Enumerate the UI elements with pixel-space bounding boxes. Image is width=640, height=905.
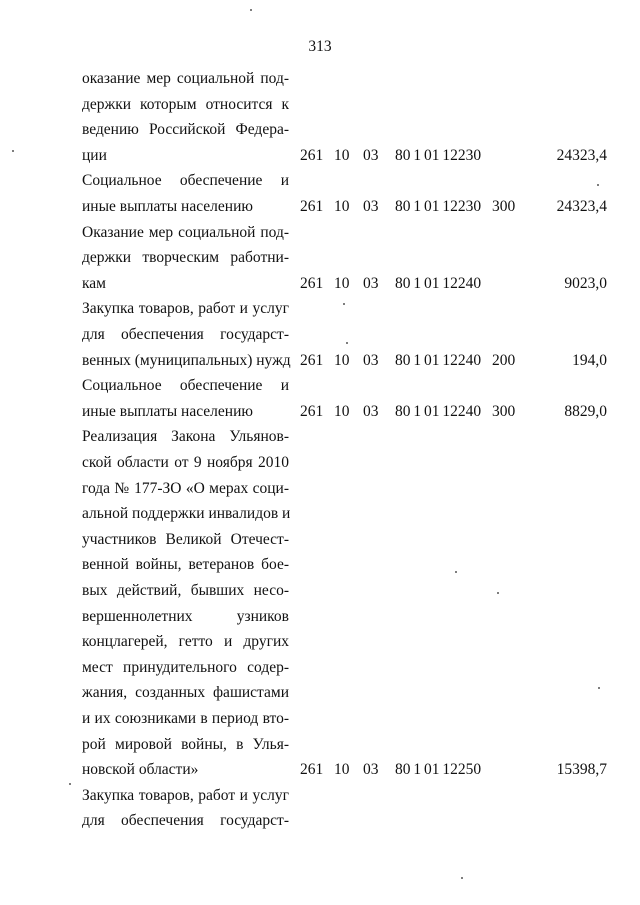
row-description: держки которым относится к [82, 95, 289, 113]
subsection-code: 03 [363, 274, 379, 292]
expense-type-code: 200 [492, 351, 516, 369]
row-description: Закупка товаров, работ и услуг [82, 300, 289, 318]
department-code: 261 [300, 198, 324, 215]
section-code: 10 [334, 274, 350, 292]
subsection-code: 03 [363, 198, 379, 215]
row-description: Социальное обеспечение и [82, 172, 289, 190]
table-row [0, 504, 640, 524]
table-row [0, 325, 640, 345]
row-description: концлагерей, гетто и других [82, 633, 289, 651]
table-row [0, 683, 640, 703]
table-row [0, 120, 640, 140]
section-code: 10 [334, 761, 350, 779]
table-row [0, 223, 640, 243]
row-description: Реализация Закона Ульянов- [82, 428, 289, 446]
target-article-code: 80 1 01 12250 [395, 761, 482, 779]
section-code: 10 [334, 146, 350, 164]
row-description: Социальное обеспечение и [82, 377, 289, 395]
row-description: держки творческим работни- [82, 249, 289, 267]
department-code: 261 [300, 402, 324, 420]
row-description: иные выплаты населению [82, 198, 253, 215]
amount-value: 8829,0 [564, 402, 607, 420]
table-row [0, 171, 640, 191]
table-row [0, 427, 640, 447]
expense-type-code: 300 [492, 402, 516, 420]
scan-speck [250, 9, 252, 11]
table-row [0, 479, 640, 499]
amount-value: 24323,4 [556, 146, 607, 164]
table-row [0, 530, 640, 550]
target-article-code: 80 1 01 12230 [395, 198, 482, 215]
scan-speck [461, 877, 463, 879]
scan-speck [69, 783, 71, 785]
scan-speck [497, 592, 499, 594]
scan-speck [12, 150, 14, 152]
table-row [0, 581, 640, 601]
table-row [0, 632, 640, 652]
row-description: оказание мер социальной под- [82, 70, 289, 87]
amount-value: 194,0 [572, 351, 607, 369]
row-description: ведению Российской Федера- [82, 121, 289, 139]
expense-type-code: 300 [492, 198, 516, 215]
target-article-code: 80 1 01 12230 [395, 146, 482, 164]
section-code: 10 [334, 402, 350, 420]
row-description: Закупка товаров, работ и услуг [82, 786, 289, 804]
table-row [0, 555, 640, 575]
row-description: и их союзниками в период вто- [82, 710, 289, 727]
table-row [0, 607, 640, 627]
table-row [0, 811, 640, 831]
department-code: 261 [300, 274, 324, 292]
page-number: 313 [308, 38, 332, 55]
table-row [0, 786, 640, 806]
row-description: альной поддержки инвалидов и [82, 505, 291, 523]
row-description: рой мировой войны, в Улья- [82, 735, 289, 753]
row-description: вых действий, бывших несо- [82, 582, 289, 599]
table-row [0, 760, 640, 780]
target-article-code: 80 1 01 12240 [395, 402, 482, 420]
amount-value: 24323,4 [556, 198, 607, 215]
table-row [0, 197, 640, 217]
department-code: 261 [300, 146, 324, 164]
row-description: ции [82, 146, 107, 164]
department-code: 261 [300, 351, 324, 369]
scan-speck [598, 687, 600, 689]
subsection-code: 03 [363, 761, 379, 779]
table-row [0, 658, 640, 678]
amount-value: 15398,7 [556, 761, 607, 779]
row-description: для обеспечения государст- [82, 326, 289, 343]
scan-speck [455, 571, 457, 573]
table-row [0, 95, 640, 115]
table-row [0, 248, 640, 268]
row-description: года № 177-ЗО «О мерах соци- [82, 479, 289, 497]
scan-speck [597, 184, 599, 186]
row-description: участников Великой Отечест- [82, 530, 289, 548]
row-description: мест принудительного содер- [82, 658, 289, 676]
subsection-code: 03 [363, 351, 379, 369]
scan-speck [343, 303, 345, 305]
row-description: жания, созданных фашистами [82, 684, 289, 702]
department-code: 261 [300, 761, 324, 779]
table-row [0, 69, 640, 89]
table-row [0, 402, 640, 422]
target-article-code: 80 1 01 12240 [395, 274, 482, 292]
amount-value: 9023,0 [564, 274, 607, 292]
table-row [0, 274, 640, 294]
row-description: кам [82, 274, 106, 292]
table-row [0, 351, 640, 371]
subsection-code: 03 [363, 146, 379, 164]
subsection-code: 03 [363, 402, 379, 420]
row-description: ской области от 9 ноября 2010 [82, 454, 289, 471]
table-row [0, 735, 640, 755]
table-row [0, 453, 640, 473]
scan-speck [346, 342, 348, 344]
row-description: для обеспечения государст- [82, 812, 289, 830]
row-description: новской области» [82, 761, 199, 779]
table-row [0, 299, 640, 319]
target-article-code: 80 1 01 12240 [395, 351, 482, 369]
section-code: 10 [334, 198, 350, 215]
row-description: венных (муниципальных) нужд [82, 351, 291, 369]
row-description: вершеннолетних узников [82, 607, 289, 625]
row-description: Оказание мер социальной под- [82, 223, 289, 241]
row-description: венной войны, ветеранов бое- [82, 556, 289, 574]
table-row [0, 146, 640, 166]
table-row [0, 376, 640, 396]
table-row [0, 709, 640, 729]
section-code: 10 [334, 351, 350, 369]
row-description: иные выплаты населению [82, 402, 253, 420]
